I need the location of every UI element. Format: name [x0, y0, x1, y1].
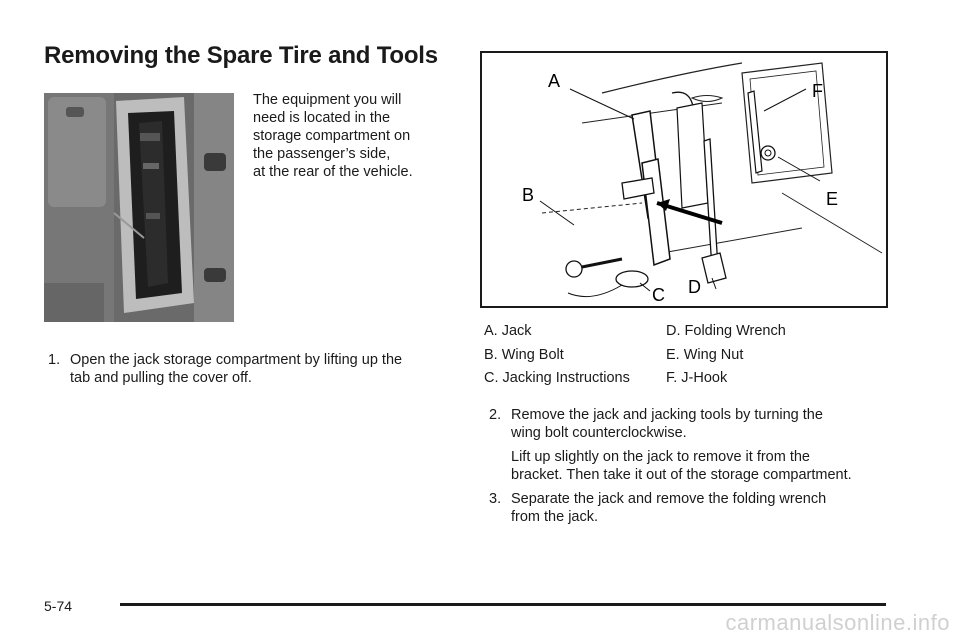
intro-line: storage compartment on [253, 128, 411, 144]
step-line: Open the jack storage compartment by lifting up the [70, 352, 403, 368]
page-title: Removing the Spare Tire and Tools [44, 42, 438, 69]
legend-item: E. Wing Nut [666, 346, 744, 363]
jack-diagram [480, 51, 888, 308]
intro-line: The equipment you will [253, 92, 402, 108]
step-line: from the jack. [511, 509, 599, 525]
storage-compartment-photo [44, 93, 234, 322]
watermark: carmanualsonline.info [725, 610, 950, 635]
diagram-label-f: F [812, 81, 823, 101]
note-line: bracket. Then take it out of the storage compartment. [511, 467, 852, 483]
step-3 [489, 490, 826, 526]
intro-line: need is located in the [253, 110, 391, 126]
step-number: 2. [489, 407, 502, 423]
step-line: Separate the jack and remove the folding wrench [511, 491, 827, 507]
step-line: wing bolt counterclockwise. [511, 425, 687, 441]
step-line: Remove the jack and jacking tools by turning the [511, 407, 823, 423]
note-line: Lift up slightly on the jack to remove it from the [511, 449, 810, 465]
page-number: 5-74 [44, 598, 73, 614]
intro-paragraph [253, 91, 453, 181]
legend-item: A. Jack [484, 323, 532, 339]
legend-row [484, 320, 786, 344]
diagram-label-a: A [548, 71, 561, 91]
legend-item: C. Jacking Instructions [484, 370, 630, 386]
footer-rule [120, 603, 886, 606]
step-number: 3. [489, 491, 502, 507]
step-1 [48, 351, 402, 387]
legend-item: F. J-Hook [666, 370, 728, 386]
step-line: tab and pulling the cover off. [70, 370, 252, 386]
diagram-label-c: C [652, 285, 665, 305]
intro-line: the passenger’s side, [253, 146, 391, 162]
legend-item: B. Wing Bolt [484, 346, 564, 363]
diagram-label-d: D [688, 277, 701, 297]
diagram-label-e: E [826, 189, 839, 209]
legend-item: D. Folding Wrench [666, 323, 786, 339]
step-2 [489, 406, 823, 442]
step-number: 1. [48, 352, 61, 368]
diagram-label-b: B [522, 185, 535, 205]
legend-row [484, 344, 786, 368]
step-2-note [511, 448, 852, 484]
intro-line: at the rear of the vehicle. [253, 164, 413, 180]
legend-row [484, 367, 786, 391]
diagram-legend [484, 320, 786, 391]
